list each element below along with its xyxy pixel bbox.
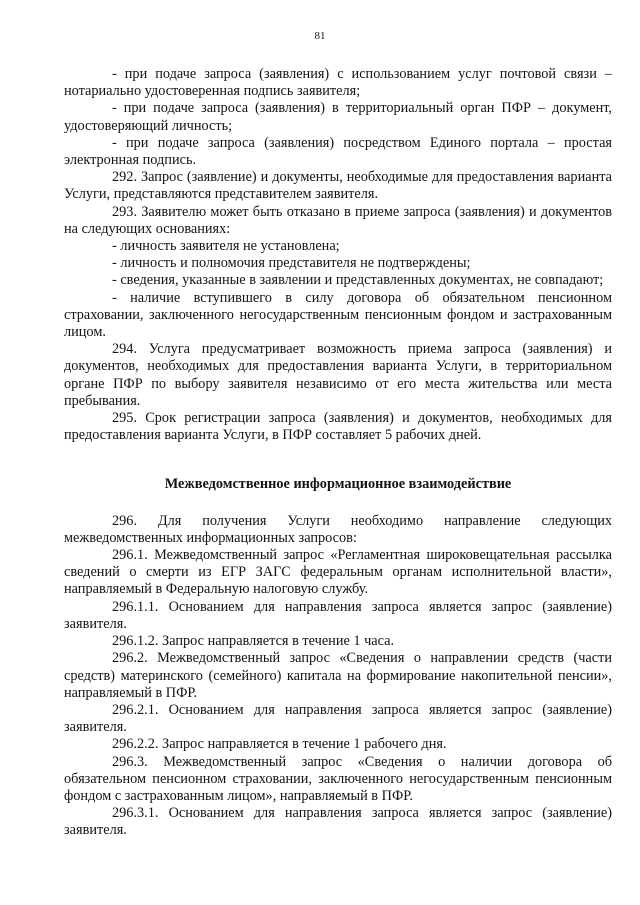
paragraph-296-1-1: 296.1.1. Основанием для направления запроса является запрос (заявление) заявителя. bbox=[64, 598, 612, 632]
paragraph-296-1-2: 296.1.2. Запрос направляется в течение 1 часа. bbox=[112, 633, 395, 650]
section-heading: Межведомственное информационное взаимодействие bbox=[164, 476, 512, 493]
paragraph-296-2-1: 296.2.1. Основанием для направления запроса является запрос (заявление) заявителя. bbox=[64, 701, 612, 736]
list-item-contract: - наличие вступившего в силу договора об обязательном пенсионном страховании, заключенного негосударственным пенсионным фондом и застрахованным лицом. bbox=[64, 289, 612, 341]
paragraph-296-2: 296.2. Межведомственный запрос «Сведения о направлении средств (части средств) материнского (семейного) капитала на формирование накопительной пенсии», направляемый в ПФР. bbox=[64, 650, 612, 701]
list-item-identity: - личность заявителя не установлена; bbox=[112, 238, 340, 255]
paragraph-portal-signature: - при подаче запроса (заявления) посредством Единого портала – простая электронная подпись. bbox=[64, 134, 612, 169]
paragraph-296-3-1: 296.3.1. Основанием для направления запроса является запрос (заявление) заявителя. bbox=[64, 805, 612, 839]
paragraph-292: 292. Запрос (заявление) и документы, необходимые для предоставления варианта Услуги, представляются представителем заявителя. bbox=[64, 169, 612, 203]
paragraph-296: 296. Для получения Услуги необходимо направление следующих межведомственных информационных запросов: bbox=[64, 512, 612, 546]
paragraph-294: 294. Услуга предусматривает возможность приема запроса (заявления) и документов, необходимых для предоставления варианта Услуги, в территориальном органе ПФР по выбору заявителя независимо от его места жительства или места пребывания. bbox=[64, 341, 612, 409]
paragraph-territorial-office-id: - при подаче запроса (заявления) в территориальный орган ПФР – документ, удостоверяющий личность; bbox=[64, 100, 612, 134]
page-number: 81 bbox=[314, 30, 326, 42]
list-item-mismatch: - сведения, указанные в заявлении и представленных документах, не совпадают; bbox=[112, 272, 604, 289]
paragraph-295: 295. Срок регистрации запроса (заявления) и документов, необходимых для предоставления варианта Услуги, в ПФР составляет 5 рабочих дней. bbox=[64, 410, 612, 444]
paragraph-296-3: 296.3. Межведомственный запрос «Сведения о наличии договора об обязательном пенсионном страховании, заключенного негосударственным пенсионным фондом с застрахованным лицом», направляемый в ПФР. bbox=[64, 753, 612, 804]
paragraph-296-1: 296.1. Межведомственный запрос «Регламентная широковещательная рассылка сведений о смерти из ЕГР ЗАГС федеральным органам исполнительной власти», направляемый в Федеральную налоговую службу. bbox=[64, 547, 612, 598]
paragraph-postal-signature: - при подаче запроса (заявления) с использованием услуг почтовой связи – нотариально удостоверенная подпись заявителя; bbox=[64, 66, 612, 100]
paragraph-296-2-2: 296.2.2. Запрос направляется в течение 1 рабочего дня. bbox=[112, 736, 447, 753]
list-item-representative: - личность и полномочия представителя не подтверждены; bbox=[112, 255, 471, 272]
document-body bbox=[64, 66, 612, 840]
paragraph-293: 293. Заявителю может быть отказано в приеме запроса (заявления) и документов на следующих основаниях: bbox=[64, 203, 612, 237]
